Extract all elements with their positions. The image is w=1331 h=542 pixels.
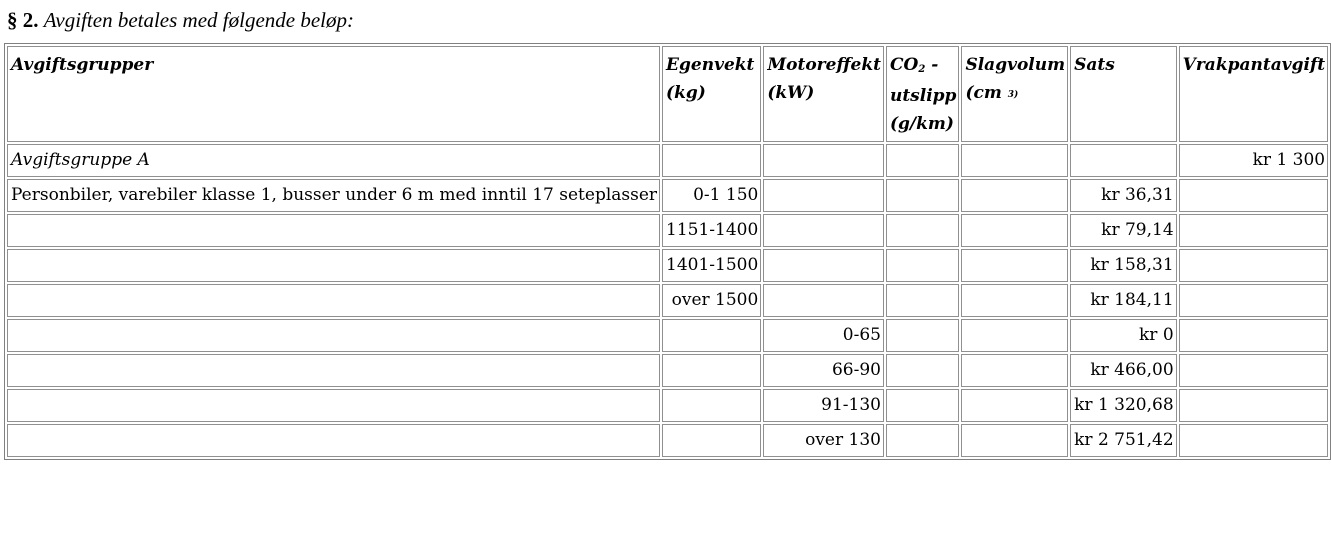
cell-weight xyxy=(662,354,761,387)
cell-rate: kr 36,31 xyxy=(1070,179,1177,212)
cell-group xyxy=(7,249,660,282)
cell-rate xyxy=(1070,144,1177,177)
table-row xyxy=(7,389,1328,422)
cell-scrap: kr 1 300 xyxy=(1179,144,1328,177)
cell-group xyxy=(7,354,660,387)
cell-co2 xyxy=(886,144,959,177)
table-row xyxy=(7,214,1328,247)
cell-scrap xyxy=(1179,249,1328,282)
table-row xyxy=(7,284,1328,317)
table-row xyxy=(7,424,1328,457)
cell-rate: kr 79,14 xyxy=(1070,214,1177,247)
cell-group: Personbiler, varebiler klasse 1, busser under 6 m med inntil 17 seteplasser xyxy=(7,179,660,212)
cell-power: 0-65 xyxy=(763,319,884,352)
cell-weight: over 1500 xyxy=(662,284,761,317)
section-heading xyxy=(7,6,354,34)
cell-weight xyxy=(662,389,761,422)
header-row xyxy=(7,46,1328,142)
cell-rate: kr 1 320,68 xyxy=(1070,389,1177,422)
table-row xyxy=(7,354,1328,387)
cell-group xyxy=(7,214,660,247)
table-row xyxy=(7,319,1328,352)
header-weight: Egenvekt (kg) xyxy=(662,46,761,142)
cell-weight: 0-1 150 xyxy=(662,179,761,212)
cell-co2 xyxy=(886,214,959,247)
cell-co2 xyxy=(886,424,959,457)
cell-rate: kr 158,31 xyxy=(1070,249,1177,282)
table-row xyxy=(7,249,1328,282)
cell-power: over 130 xyxy=(763,424,884,457)
cell-power: 66-90 xyxy=(763,354,884,387)
cell-volume xyxy=(961,284,1068,317)
table-row xyxy=(7,179,1328,212)
cell-rate: kr 184,11 xyxy=(1070,284,1177,317)
cell-scrap xyxy=(1179,319,1328,352)
header-co2: CO2 - utslipp (g/km) xyxy=(886,46,959,142)
cell-power xyxy=(763,249,884,282)
cell-co2 xyxy=(886,319,959,352)
cell-volume xyxy=(961,389,1068,422)
cell-group xyxy=(7,284,660,317)
cell-scrap xyxy=(1179,354,1328,387)
cell-rate: kr 2 751,42 xyxy=(1070,424,1177,457)
cell-group xyxy=(7,389,660,422)
cell-group xyxy=(7,319,660,352)
cell-co2 xyxy=(886,284,959,317)
cell-co2 xyxy=(886,179,959,212)
header-power: Motoreffekt (kW) xyxy=(763,46,884,142)
fee-table xyxy=(4,43,1331,460)
cell-scrap xyxy=(1179,284,1328,317)
cell-weight xyxy=(662,319,761,352)
cell-co2 xyxy=(886,249,959,282)
header-scrap: Vrakpantavgift xyxy=(1179,46,1328,142)
cell-weight: 1401-1500 xyxy=(662,249,761,282)
header-volume: Slagvolum (cm $^{3)}$ xyxy=(961,46,1068,142)
cell-volume xyxy=(961,249,1068,282)
table-row xyxy=(7,144,1328,177)
cell-power xyxy=(763,179,884,212)
cell-volume xyxy=(961,354,1068,387)
cell-scrap xyxy=(1179,389,1328,422)
cell-volume xyxy=(961,424,1068,457)
cell-volume xyxy=(961,179,1068,212)
section-number: § 2. xyxy=(7,8,39,32)
cell-scrap xyxy=(1179,424,1328,457)
cell-group xyxy=(7,424,660,457)
cell-power: 91-130 xyxy=(763,389,884,422)
cell-weight: 1151-1400 xyxy=(662,214,761,247)
cell-co2 xyxy=(886,354,959,387)
header-rate: Sats xyxy=(1070,46,1177,142)
cell-weight xyxy=(662,424,761,457)
cell-group: Avgiftsgruppe A xyxy=(7,144,660,177)
cell-co2 xyxy=(886,389,959,422)
cell-power xyxy=(763,144,884,177)
cell-volume xyxy=(961,144,1068,177)
cell-scrap xyxy=(1179,179,1328,212)
cell-power xyxy=(763,214,884,247)
cell-power xyxy=(763,284,884,317)
cell-rate: kr 0 xyxy=(1070,319,1177,352)
cell-scrap xyxy=(1179,214,1328,247)
section-title: Avgiften betales med følgende beløp: xyxy=(43,8,354,32)
cell-weight xyxy=(662,144,761,177)
cell-rate: kr 466,00 xyxy=(1070,354,1177,387)
cell-volume xyxy=(961,319,1068,352)
header-group: Avgiftsgrupper xyxy=(7,46,660,142)
cell-volume xyxy=(961,214,1068,247)
